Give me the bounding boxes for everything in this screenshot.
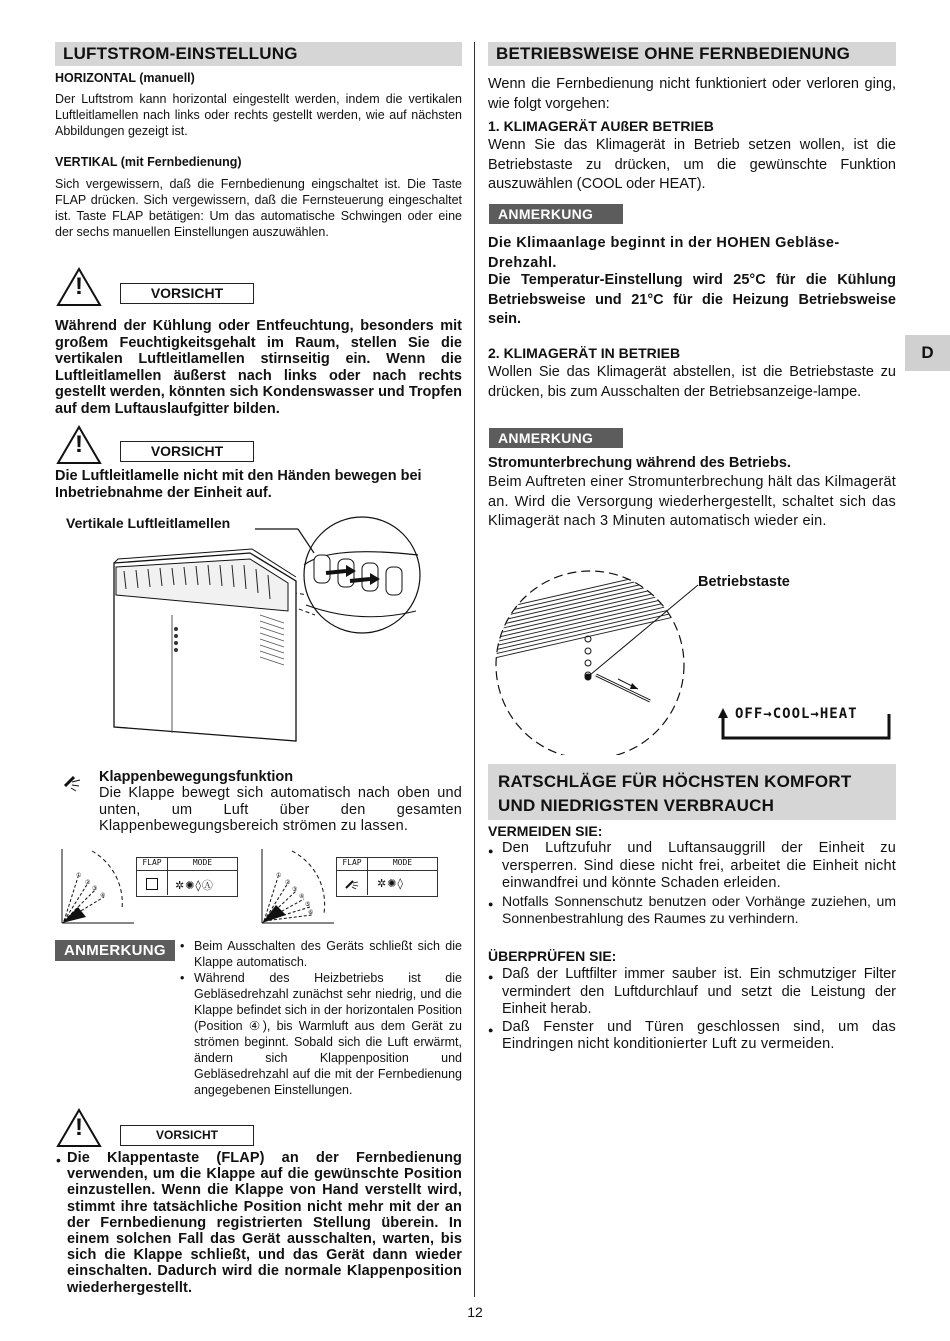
bullet-dot: • [180,939,185,953]
panel-flap-label: FLAP [137,858,168,871]
sun-icon: ✺ [185,879,196,892]
snowflake-icon: ✲ [175,879,186,892]
check-item-text: Daß der Luftfilter immer sauber ist. Ein schmutziger Filter vermindert den Luftdurchlauf und setzt die Leistung der Einheit herab. [502,966,896,1017]
flap-mode-panel-1 [136,857,238,897]
list-item [488,1019,896,1054]
bullet-dot: • [180,971,185,985]
warning-mark: ! [75,1114,83,1141]
check-title: ÜBERPRÜFEN SIE: [488,948,617,964]
panel-mode-label: MODE [368,858,437,871]
bullet-dot: ● [488,1024,494,1035]
step2-text: Wollen Sie das Klimagerät abstellen, ist die Betriebstaste zu drücken, bis zum Ausschalten der Betriebsanzeige-lampe. [488,364,896,400]
note-badge-left: ANMERKUNG [55,940,175,961]
flap-swing-icon [345,876,359,890]
list-item [488,893,896,928]
drop-icon: ◊ [397,877,404,890]
snowflake-icon: ✲ [377,877,388,890]
caution-label-2: VORSICHT [120,441,254,462]
horizontal-title: HORIZONTAL (manuell) [55,71,195,85]
figure-label-betriebstaste: Betriebstaste [698,574,790,590]
mode-icons [175,877,214,893]
svg-text:④: ④ [299,893,305,900]
svg-text:②: ② [85,879,91,886]
svg-text:①: ① [276,872,282,879]
step1-title: 1. KLIMAGERÄT AUßER BETRIEB [488,118,714,134]
tips-header-line1: RATSCHLÄGE FÜR HÖCHSTEN KOMFORT [498,772,852,791]
list-item [180,970,462,1098]
column-divider [474,42,475,1297]
caution-label-3: VORSICHT [120,1125,254,1146]
avoid-item-text: Den Luftzufuhr und Luftansauggrill der Einheit zu versperren. Sind diese nicht frei, arbeitet die Einheit nicht einwandfrei und könnte Schaden erleiden. [502,840,896,891]
list-item [180,938,462,970]
flap-function-title: Klappenbewegungsfunktion [99,769,294,785]
panel-flap-cell [337,871,368,895]
intro-text: Wenn die Fernbedienung nicht funktioniert oder verloren ging, wie folgt vorgehen: [488,76,896,112]
flap-angle-diagram-1 [58,847,138,927]
caution-text-1: Während der Kühlung oder Entfeuchtung, besonders mit großem Feuchtigkeitsgehalt im Raum, stellen Sie die vertikalen Luftleitlamellen stirnseitig ein. Wenn die Luftleitlamellen äußerst nach links oder nach rechts gestellt werden, könnten sich Kondenswasser und Tropfen auf dem Luftauslaufgitter bilden. [55,318,462,417]
caution-text-2: Die Luftleitlamelle nicht mit den Händen bewegen bei Inbetriebnahme der Einheit auf. [55,468,422,501]
check-item-text: Daß Fenster und Türen geschlossen sind, um das Eindringen nicht konditionierter Luft zu vermeiden. [502,1018,896,1052]
svg-text:③: ③ [92,885,98,892]
sun-icon: ✺ [387,877,398,890]
step2-title: 2. KLIMAGERÄT IN BETRIEB [488,345,681,361]
svg-text:③: ③ [292,886,298,893]
section-header-luftstrom: LUFTSTROM-EINSTELLUNG [55,42,462,66]
svg-text:②: ② [285,879,291,886]
warning-mark: ! [75,431,83,458]
figure-label-louvres: Vertikale Luftleitlamellen [66,515,231,531]
note2-title: Stromunterbrechung während des Betriebs. [488,455,791,471]
step1-text: Wenn Sie das Klimagerät in Betrieb setzen wollen, ist die Betriebstaste zu drücken, um die gewünschte Funktion auszuwählen (COOL oder HEAT). [488,137,896,192]
auto-icon [146,878,158,890]
note-item-text: Beim Ausschalten des Geräts schließt sich die Klappe automatisch. [194,939,462,969]
bullet-dot: ● [488,846,494,856]
air-conditioner-illustration [100,515,430,755]
avoid-item-text: Notfalls Sonnenschutz benutzen oder Vorhänge zuziehen, um Sonnenbestrahlung des Raumes zu verhindern. [502,892,896,926]
list-item [488,840,896,893]
page-number: 12 [467,1304,483,1320]
list-item [488,966,896,1019]
svg-text:⑥: ⑥ [308,909,314,916]
note-badge-right-1: ANMERKUNG [489,204,623,224]
svg-text:⑤: ⑤ [305,901,311,908]
vertical-title: VERTIKAL (mit Fernbedienung) [55,155,242,169]
auto-icon: Ⓐ [201,879,214,892]
drop-icon: ◊ [195,879,202,892]
mode-icons [377,877,404,890]
note1-line2: Die Temperatur-Einstellung wird 25°C für die Kühlung Betriebsweise und 21°C für die Heizung Betriebsweise sein. [488,272,896,327]
flap-angle-diagram-2 [258,847,338,927]
tips-header-line2: UND NIEDRIGSTEN VERBRAUCH [498,796,775,815]
warning-mark: ! [75,273,83,300]
svg-text:④: ④ [100,892,106,899]
note2-text: Beim Auftreten einer Stromunterbrechung hält das Kilmagerät an. Wird die Versorgung wiederhergestellt, schaltet sich das Klimagerät nach 3 Minuten automatisch wieder ein. [488,474,896,529]
caution-text-3: Die Klappentaste (FLAP) an der Fernbedienung verwenden, um die Klappe auf die gewünschte Position einzustellen. Wenn die Klappe von Hand verstellt wird, stimmt ihre tatsächliche Position nicht mehr mit der an der Fernbedienung registrierten Stellung überein. In einem solchen Fall das Gerät ausschalten, warten, bis sich die Klappe schließt, und das Gerät dann wieder einschalten. Dadurch wird die normale Klappenposition wiederhergestellt. [67,1150,462,1296]
note-item-text: Während des Heizbetriebs ist die Gebläsedrehzahl zunächst sehr niedrig, und die Klappe befindet sich in der horizontalen Position (Position ④), bis Warmluft aus dem Gerät zu strömen beginnt. Sobald sich die Luft erwärmt, ändern sich Klappenposition und Gebläsedrehzahl auf die mit der Fernbedienung angegebenen Einstellungen. [194,971,462,1097]
panel-flap-cell [137,871,168,895]
section-header-tips [488,764,896,820]
bullet-dot: ● [488,972,494,982]
mode-cycle-label: OFF→COOL→HEAT [735,706,858,722]
note-badge-right-2: ANMERKUNG [489,428,623,448]
note1-line1: Die Klimaanlage beginnt in der HOHEN Gebläse-Drehzahl. [488,235,840,271]
horizontal-text: Der Luftstrom kann horizontal eingestellt werden, indem die vertikalen Luftleitlamellen nach links oder rechts gestellt werden, wie auf nächsten Abbildungen gezeigt ist. [55,92,462,138]
svg-text:①: ① [76,872,82,879]
panel-flap-label: FLAP [337,858,368,871]
avoid-title: VERMEIDEN SIE: [488,823,603,839]
section-header-betriebsweise: BETRIEBSWEISE OHNE FERNBEDIENUNG [488,42,896,66]
bullet-dot: • [56,1152,61,1168]
avoid-list [488,840,896,928]
bullet-dot: ● [488,898,494,909]
note-list-left [180,938,462,1098]
language-tab-d: D [905,335,950,371]
operation-button-illustration [490,555,700,755]
caution-label-1: VORSICHT [120,283,254,304]
flap-mode-panel-2 [336,857,438,897]
flap-swing-icon [62,772,82,792]
flap-function-text: Die Klappe bewegt sich automatisch nach oben und unten, um Luft über den gesamten Klappenbewegungsbereich strömen zu lassen. [99,785,462,834]
panel-mode-label: MODE [168,858,237,871]
vertical-text: Sich vergewissern, daß die Fernbedienung eingschaltet ist. Die Taste FLAP drücken. Sich vergewissern, daß die Fernsteuerung eingeschaltet ist. Taste FLAP betätigen: Um das automatische Schwingen oder eine der sechs manuellen Einstellungen auszuwählen. [55,177,462,239]
check-list [488,966,896,1054]
